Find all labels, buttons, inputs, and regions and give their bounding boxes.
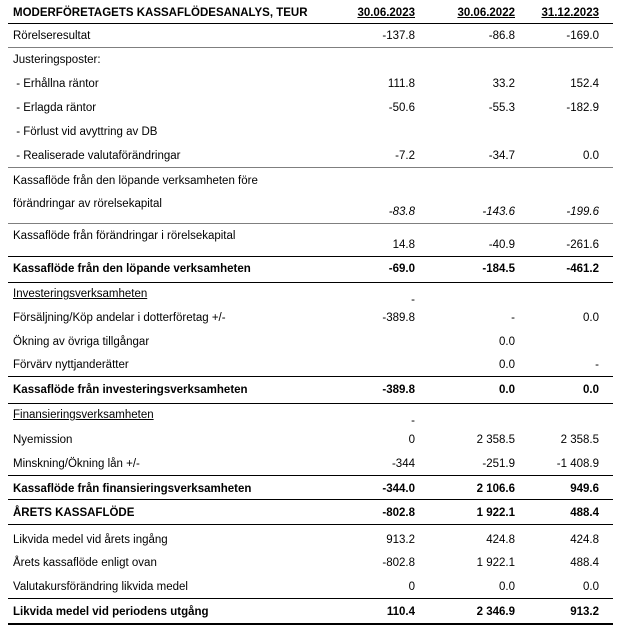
divider: [8, 475, 613, 476]
row-value-col3: -261.6: [566, 239, 599, 251]
row-value-col2: 0.0: [499, 359, 515, 371]
row-value-col1: -389.8: [382, 384, 415, 396]
row-value-col3: 424.8: [570, 534, 599, 546]
row-value-col1: -50.6: [388, 102, 415, 114]
row-value-col3: 488.4: [570, 507, 599, 519]
row-value-col1: -: [411, 415, 415, 427]
row-label: - Erlagda räntor: [13, 102, 97, 114]
row-value-col3: 152.4: [570, 78, 599, 90]
row-label: Likvida medel vid årets ingång: [13, 534, 168, 546]
row-label: - Erhållna räntor: [13, 78, 99, 90]
divider: [8, 167, 613, 168]
section-heading: Finansieringsverksamheten: [13, 409, 154, 421]
row-label: Minskning/Ökning lån +/-: [13, 458, 140, 470]
row-value-col2: -86.8: [488, 30, 515, 42]
divider: [8, 598, 613, 599]
divider: [8, 376, 613, 377]
row-label: Förvärv nyttjanderätter: [13, 359, 129, 371]
row-value-col2: 0.0: [499, 336, 515, 348]
divider: [8, 256, 613, 257]
divider: [8, 623, 613, 625]
table-title: MODERFÖRETAGETS KASSAFLÖDESANALYS, TEUR: [13, 7, 308, 19]
row-value-col1: 110.4: [386, 606, 415, 618]
divider: [8, 223, 613, 224]
row-value-col3: -169.0: [566, 30, 599, 42]
row-value-col2: -184.5: [482, 263, 515, 275]
row-value-col1: -344.0: [382, 483, 415, 495]
row-label: Nyemission: [13, 434, 73, 446]
column-header-2022-06: 30.06.2022: [457, 7, 515, 19]
row-value-col1: -802.8: [382, 557, 415, 569]
row-label: Kassaflöde från förändringar i rörelsekapital: [13, 230, 236, 242]
row-value-col2: 1 922.1: [476, 507, 515, 519]
row-value-col1: -802.8: [382, 507, 415, 519]
row-value-col2: -40.9: [488, 239, 515, 251]
row-value-col3: -182.9: [566, 102, 599, 114]
divider: [8, 282, 613, 283]
column-header-2023-06: 30.06.2023: [357, 7, 415, 19]
row-value-col1: -69.0: [388, 263, 415, 275]
row-value-col1: -83.8: [388, 206, 415, 218]
row-label: Årets kassaflöde enligt ovan: [13, 557, 157, 569]
section-heading: Investeringsverksamheten: [13, 288, 148, 300]
row-value-col3: 2 358.5: [560, 434, 599, 446]
row-label: ÅRETS KASSAFLÖDE: [13, 507, 135, 519]
row-label: Likvida medel vid periodens utgång: [13, 606, 209, 618]
row-label: Försäljning/Köp andelar i dotterföretag +/-: [13, 312, 226, 324]
row-value-col2: 2 346.9: [476, 606, 515, 618]
divider: [8, 23, 613, 24]
row-value-col3: 0.0: [583, 384, 599, 396]
row-value-col3: -461.2: [566, 263, 599, 275]
divider: [8, 499, 613, 500]
row-value-col2: 0.0: [499, 384, 515, 396]
row-value-col2: -143.6: [482, 206, 515, 218]
row-value-col1: -389.8: [382, 312, 415, 324]
row-value-col3: 913.2: [570, 606, 599, 618]
row-value-col2: 2 106.6: [476, 483, 515, 495]
row-label: Rörelseresultat: [13, 30, 91, 42]
divider: [8, 47, 613, 48]
row-label: Kassaflöde från den löpande verksamheten före: [13, 175, 258, 187]
row-value-col1: 0: [408, 434, 415, 446]
row-value-col3: 0.0: [583, 312, 599, 324]
row-value-col1: -344: [391, 458, 415, 470]
row-value-col2: 424.8: [486, 534, 515, 546]
row-value-col1: 111.8: [387, 78, 415, 90]
row-value-col3: 949.6: [570, 483, 599, 495]
row-label: Kassaflöde från finansieringsverksamheten: [13, 483, 252, 495]
row-value-col3: -1 408.9: [556, 458, 599, 470]
row-label: - Förlust vid avyttring av DB: [13, 126, 158, 138]
row-value-col1: -7.2: [395, 150, 415, 162]
row-label: förändringar av rörelsekapital: [13, 198, 162, 210]
row-label: - Realiserade valutaförändringar: [13, 150, 181, 162]
row-value-col3: 488.4: [570, 557, 599, 569]
row-value-col2: -34.7: [488, 150, 515, 162]
row-value-col3: 0.0: [583, 150, 599, 162]
row-value-col2: -: [511, 312, 515, 324]
divider: [8, 403, 613, 404]
row-label: Kassaflöde från investeringsverksamheten: [13, 384, 248, 396]
row-value-col2: -251.9: [482, 458, 515, 470]
row-value-col1: -: [411, 294, 415, 306]
row-value-col1: 14.8: [392, 239, 415, 251]
row-label: Justeringsposter:: [13, 54, 101, 66]
row-value-col3: -: [595, 359, 599, 371]
row-value-col2: -55.3: [488, 102, 515, 114]
row-value-col2: 2 358.5: [476, 434, 515, 446]
row-label: Kassaflöde från den löpande verksamheten: [13, 263, 251, 275]
column-header-2023-12: 31.12.2023: [541, 7, 599, 19]
row-value-col1: -137.8: [382, 30, 415, 42]
row-value-col3: 0.0: [583, 581, 599, 593]
row-value-col2: 33.2: [492, 78, 515, 90]
row-label: Ökning av övriga tillgångar: [13, 336, 150, 348]
row-value-col3: -199.6: [566, 206, 599, 218]
row-label: Valutakursförändring likvida medel: [13, 581, 188, 593]
row-value-col1: 913.2: [386, 534, 415, 546]
row-value-col2: 0.0: [499, 581, 515, 593]
divider: [8, 524, 613, 525]
row-value-col1: 0: [408, 581, 415, 593]
row-value-col2: 1 922.1: [476, 557, 515, 569]
